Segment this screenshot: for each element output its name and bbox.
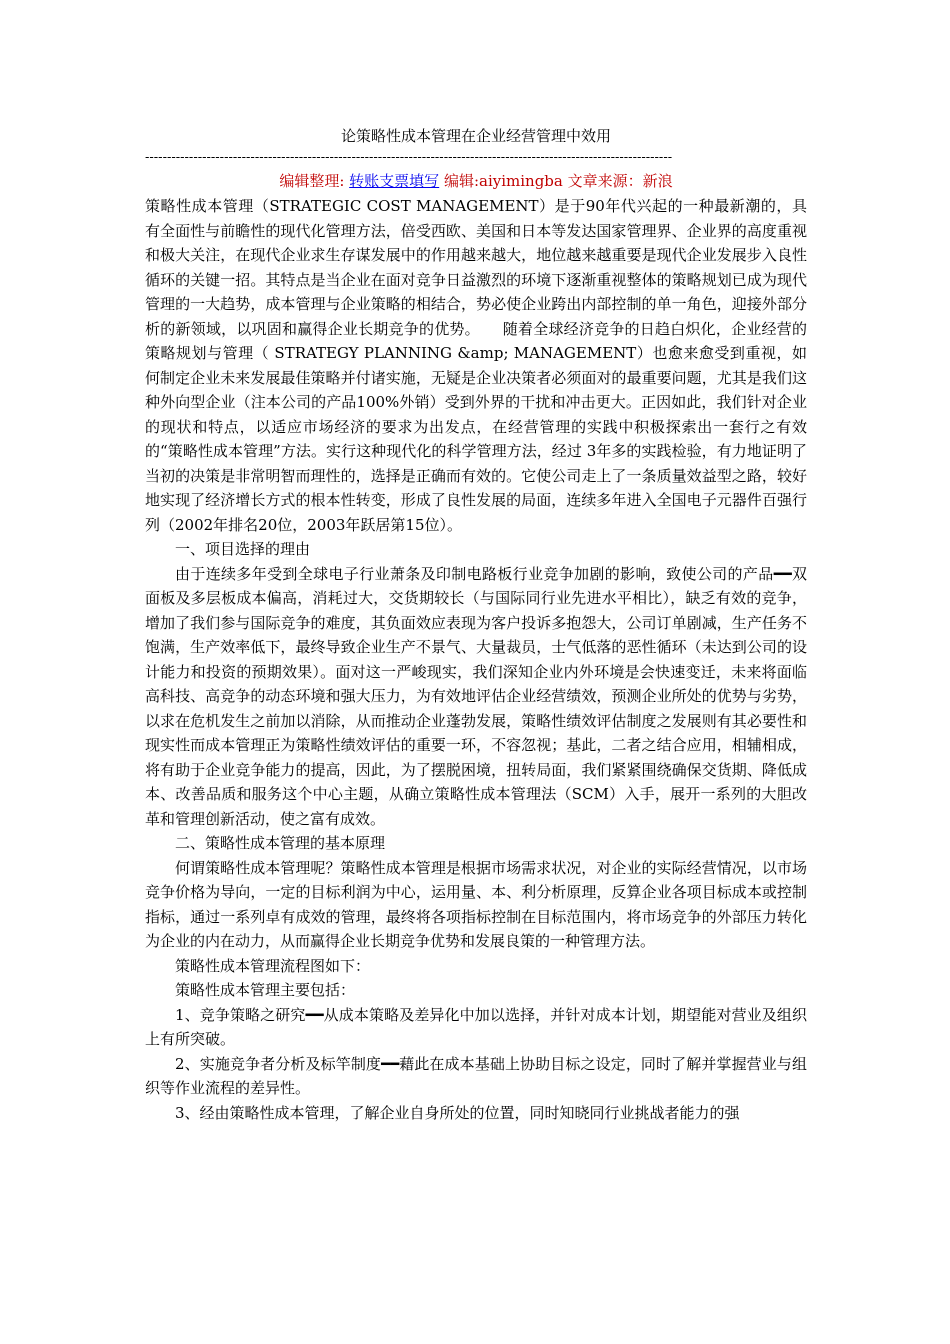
- document-title: 论策略性成本管理在企业经营管理中效用: [340, 127, 611, 145]
- article-link[interactable]: 转账支票填写: [349, 172, 440, 190]
- editor-label: 编辑整理:: [279, 172, 350, 190]
- article-meta: [145, 168, 807, 194]
- document-body: [145, 194, 807, 1125]
- paragraph-reasons: 由于连续多年受到全球电子行业萧条及印制电路板行业竞争加剧的影响，致使公司的产品━━双面板及多层板成本偏高，消耗过大，交货期较长（与国际同行业先进水平相比），缺乏有效的竞争，增加了我们参与国际竞争的难度，其负面效应表现为客户投诉多抱怨大，公司订单剧减，生产任务不饱满，生产效率低下，最终导致企业生产不景气、大量裁员，士气低落的恶性循环（未达到公司的设计能力和投资的预期效果）。面对这一严峻现实，我们深知企业内外环境是会快速变迁，未来将面临高科技、高竞争的动态环境和强大压力，为有效地评估企业经营绩效，预测企业所处的优势与劣势，以求在危机发生之前加以消除，从而推动企业蓬勃发展，策略性绩效评估制度之发展则有其必要性和现实性而成本管理正为策略性绩效评估的重要一环，不容忽视；基此，二者之结合应用，相辅相成，将有助于企业竞争能力的提高，因此，为了摆脱困境，扭转局面，我们紧紧围绕确保交货期、降低成本、改善品质和服务这个中心主题，从确立策略性成本管理法（SCM）入手，展开一系列的大胆改革和管理创新活动，使之富有成效。: [145, 564, 807, 828]
- article-source: 文章来源：新浪: [567, 172, 673, 190]
- paragraph-includes: 策略性成本管理主要包括：: [175, 981, 356, 999]
- section-heading-1: 一、项目选择的理由: [175, 540, 311, 558]
- paragraph-intro: 策略性成本管理（STRATEGIC COST MANAGEMENT）是于90年代兴起的一种最新潮的，具有全面性与前瞻性的现代化管理方法，倍受西欧、美国和日本等发达国家管理界、企业界的高度重视和极大关注，在现代企业求生存谋发展中的作用越来越大，地位越来越重要是现代企业发展步入良性循环的关键一招。其特点是当企业在面对竞争日益激烈的环境下逐渐重视整体的策略规划已成为现代管理的一大趋势，成本管理与企业策略的相结合，势必使企业跨出内部控制的单一角色，迎接外部分析的新领域，以巩固和赢得企业长期竞争的优势。 随着全球经济竞争的日趋白炽化，企业经营的策略规划与管理（ STRATEGY PLANNING &amp; MANAGEMENT）也愈来愈受到重视，如何制定企业未来发展最佳策略并付诸实施，无疑是企业决策者必须面对的最重要问题，尤其是我们这种外向型企业（注本公司的产品100%外销）受到外界的干扰和冲击更大。正因如此，我们针对企业的现状和特点，以适应市场经济的要求为出发点，在经营管理的实践中积极探索出一套行之有效的“策略性成本管理”方法。实行这种现代化的科学管理方法，经过 3年多的实践检验，有力地证明了当初的决策是非常明智而理性的，选择是正确而有效的。它使公司走上了一条质量效益型之路，较好地实现了经济增长方式的根本性转变，形成了良性发展的局面，连续多年进入全国电子元器件百强行列（2002年排名20位，2003年跃居第15位）。: [145, 197, 807, 534]
- editor-name: 编辑:aiyimingba: [439, 172, 568, 190]
- divider-line: ------------------------------------------------------------------------------------------------------------------------: [145, 150, 673, 165]
- list-item-2: 2、实施竞争者分析及标竿制度━━藉此在成本基础上协助目标之设定，同时了解并掌握营业与组织等作业流程的差异性。: [145, 1054, 807, 1097]
- list-item-1: 1、竞争策略之研究━━从成本策略及差异化中加以选择，并针对成本计划，期望能对营业及组织上有所突破。: [145, 1005, 807, 1048]
- document-page: [145, 124, 807, 1125]
- list-item-3: 3、经由策略性成本管理，了解企业自身所处的位置，同时知晓同行业挑战者能力的强: [175, 1103, 740, 1122]
- paragraph-principle: 何谓策略性成本管理呢？策略性成本管理是根据市场需求状况，对企业的实际经营情况，以市场竞争价格为导向，一定的目标利润为中心，运用量、本、利分析原理，反算企业各项目标成本或控制指标，通过一系列卓有成效的管理，最终将各项指标控制在目标范围内，将市场竞争的外部压力转化为企业的内在动力，从而赢得企业长期竞争优势和发展良策的一种管理方法。: [145, 858, 807, 950]
- paragraph-flowchart-label: 策略性成本管理流程图如下：: [175, 956, 371, 975]
- section-heading-2: 二、策略性成本管理的基本原理: [175, 834, 386, 852]
